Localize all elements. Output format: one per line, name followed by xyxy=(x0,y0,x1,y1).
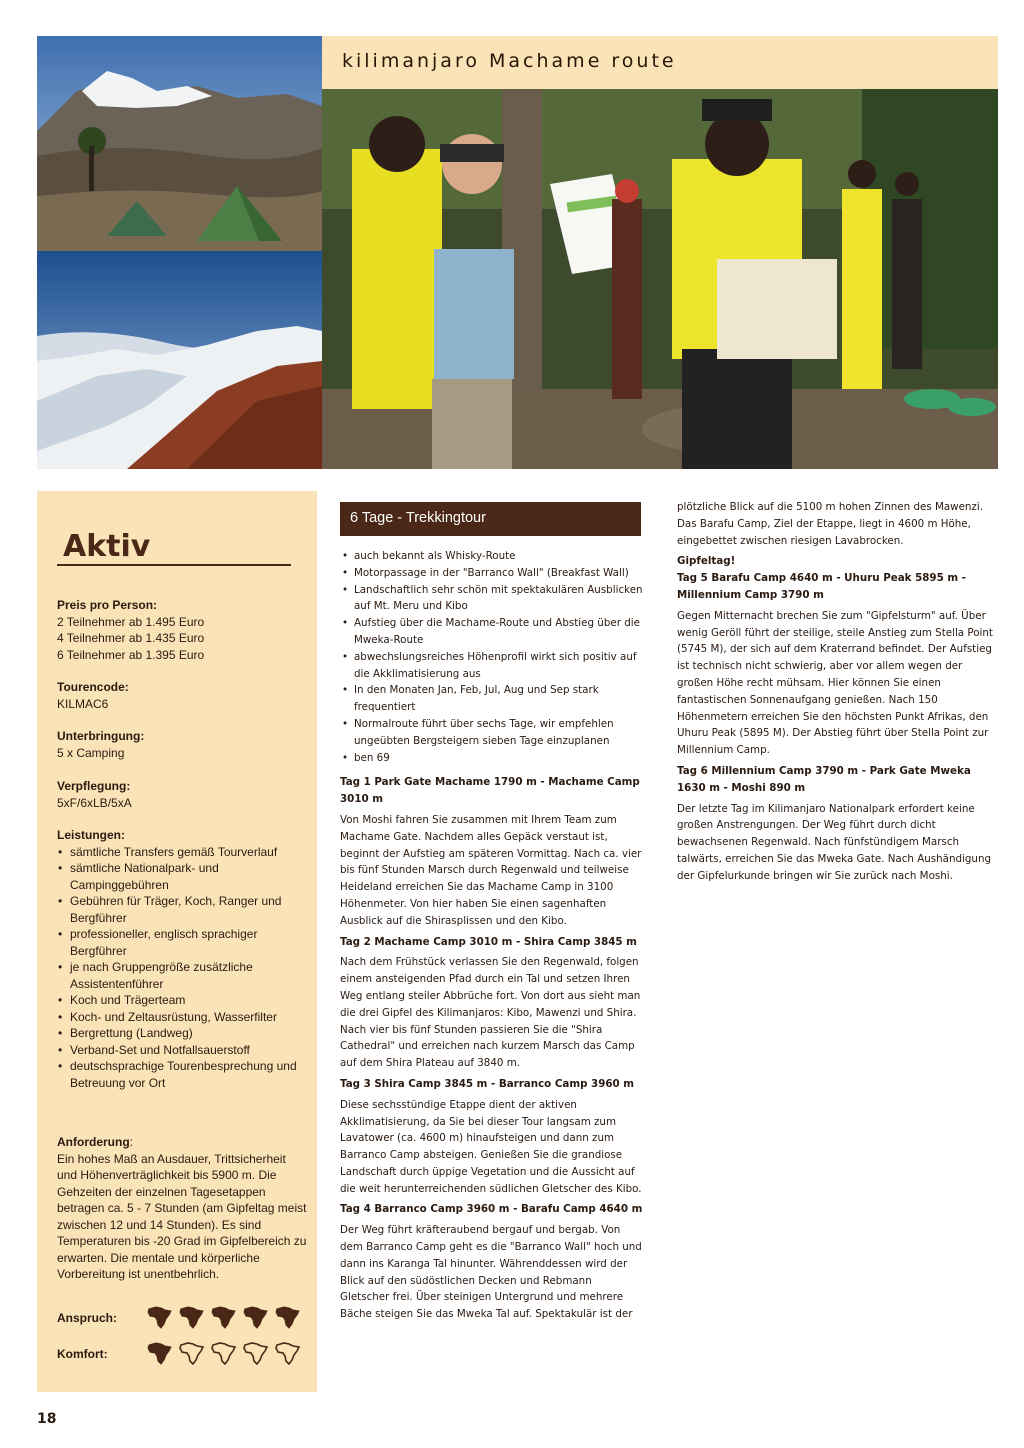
accommodation-block xyxy=(57,728,307,761)
page-title: kilimanjaro Machame route xyxy=(342,50,677,72)
day-title: Tag 2 Machame Camp 3010 m - Shira Camp 3845 m xyxy=(340,935,637,948)
itinerary-column-2 xyxy=(677,499,995,889)
list-item: • Koch und Trägerteam xyxy=(70,992,307,1009)
day-text: Von Moshi fahren Sie zusammen mit Ihrem Team zum Machame Gate. Nachdem alles Gepäck verstaut ist, beginnt der Aufstieg am späteren Vormittag. Nach ca. vier bis fünf Stunden Marsch durch Regenwald und teilweise Heideland erreichen Sie das Machame Camp in 3100 Höhenmeter. Von hier haben Sie einen sagenhaften Ausblick auf die Shirasplissen und den Kibo. xyxy=(340,813,642,927)
heading-divider xyxy=(57,564,291,566)
list-item: • Bergrettung (Landweg) xyxy=(70,1025,307,1042)
list-item: • Motorpassage in der "Barranco Wall" (Breakfast Wall) xyxy=(354,565,643,582)
africa-outline-icon xyxy=(275,1341,301,1365)
list-item: • Gebühren für Träger, Koch, Ranger und Bergführer xyxy=(70,893,307,926)
africa-filled-icon xyxy=(147,1305,173,1329)
glacier-photo xyxy=(37,251,322,469)
list-item: • Aufstieg über die Machame-Route und Abstieg über die Mweka-Route xyxy=(354,615,643,649)
africa-filled-icon xyxy=(147,1341,173,1365)
meals-block xyxy=(57,778,307,811)
tourcode-value: KILMAC6 xyxy=(57,696,109,711)
day-title: Tag 5 Barafu Camp 4640 m - Uhuru Peak 5895 m - Millennium Camp 3790 m xyxy=(677,572,966,601)
day-text: Der Weg führt kräfteraubend bergauf und bergab. Von dem Barranco Camp geht es die "Barranco Wall" hoch und dann ins Karanga Tal hinunter. Währenddessen wird der Blick auf den südöstlichen Decken und Rebmann Gletscher frei. Über steinigen Untergrund und mehrere Bäche steigen Sie das Mweka Tal auf. Spektakulär ist der xyxy=(340,1224,642,1321)
tour-type-title: 6 Tage - Trekkingtour xyxy=(350,510,486,526)
tour-info-sidebar xyxy=(37,491,317,1392)
list-item: • deutschsprachige Tourenbesprechung und Betreuung vor Ort xyxy=(70,1058,307,1091)
day-text: Der letzte Tag im Kilimanjaro Nationalpark erfordert keine großen Anstrengungen. Der Weg führt durch dicht bewachsenen Regenwald. Nach fünfstündigem Marsch talwärts, erreichen Sie das Mweka Gate. Nach Aushändigung der Gipfelurkunde bringen wir Sie zurück nach Moshi. xyxy=(677,802,992,882)
accommodation-label: Unterbringung: xyxy=(57,729,145,743)
day-prefix: Gipfeltag! xyxy=(677,555,736,568)
services-list xyxy=(57,844,307,1092)
komfort-rating xyxy=(147,1341,301,1365)
day-text: plötzliche Blick auf die 5100 m hohen Zinnen des Mawenzi. Das Barafu Camp, Ziel der Etappe, liegt in 4600 m Höhe, eingebettet zwischen riesigen Lavabrocken. xyxy=(677,501,983,547)
page-title-bar xyxy=(322,36,998,89)
list-item: • professioneller, englisch sprachiger Bergführer xyxy=(70,926,307,959)
price-label: Preis pro Person: xyxy=(57,598,158,612)
list-item: • Koch- und Zeltausrüstung, Wasserfilter xyxy=(70,1009,307,1026)
list-item: • In den Monaten Jan, Feb, Jul, Aug und Sep stark frequentiert xyxy=(354,682,643,716)
list-item: • Landschaftlich sehr schön mit spektakulären Ausblicken auf Mt. Meru und Kibo xyxy=(354,582,643,616)
day-title: Tag 6 Millennium Camp 3790 m - Park Gate Mweka 1630 m - Moshi 890 m xyxy=(677,764,971,794)
day-title: Tag 4 Barranco Camp 3960 m - Barafu Camp 4640 m xyxy=(340,1203,643,1216)
list-item: • je nach Gruppengröße zusätzliche Assistentenführer xyxy=(70,959,307,992)
tourcode-label: Tourencode: xyxy=(57,680,129,694)
list-item: • Verband-Set und Notfallsauerstoff xyxy=(70,1042,307,1059)
komfort-label: Komfort: xyxy=(57,1347,108,1361)
list-item: • abwechslungsreiches Höhenprofil wirkt sich positiv auf die Akklimatisierung aus xyxy=(354,649,643,683)
highlights-list xyxy=(340,548,643,766)
tour-type-header xyxy=(340,502,641,536)
africa-filled-icon xyxy=(179,1305,205,1329)
africa-outline-icon xyxy=(211,1341,237,1365)
anspruch-label: Anspruch: xyxy=(57,1311,117,1325)
price-line: 2 Teilnehmer ab 1.495 Euro xyxy=(57,614,205,629)
requirements-label: Anforderung xyxy=(57,1135,130,1149)
africa-filled-icon xyxy=(211,1305,237,1329)
list-item: • Normalroute führt über sechs Tage, wir empfehlen ungeübten Bergsteigern sieben Tage einzuplanen xyxy=(354,716,643,750)
africa-filled-icon xyxy=(243,1305,269,1329)
tourcode-block xyxy=(57,679,307,712)
services-block xyxy=(57,827,307,1091)
day-title: Tag 3 Shira Camp 3845 m - Barranco Camp 3960 m xyxy=(340,1077,634,1090)
sidebar-heading: Aktiv xyxy=(63,529,151,564)
team-certificate-photo xyxy=(322,89,998,469)
page-number: 18 xyxy=(37,1411,57,1427)
meals-label: Verpflegung: xyxy=(57,779,131,793)
price-line: 4 Teilnehmer ab 1.435 Euro xyxy=(57,631,205,645)
price-block xyxy=(57,597,307,663)
africa-outline-icon xyxy=(243,1341,269,1365)
meals-value: 5xF/6xLB/5xA xyxy=(57,795,132,810)
camp-tents-mountain-photo xyxy=(37,36,322,251)
services-label: Leistungen: xyxy=(57,828,125,842)
africa-filled-icon xyxy=(275,1305,301,1329)
list-item: • ben 69 xyxy=(354,750,643,767)
day-text: Diese sechsstündige Etappe dient der aktiven Akklimatisierung, da Sie bei dieser Tour langsam zum Lavatower (ca. 4600 m) hinaufsteigen und dann zum Barranco Camp absteigen. Genießen Sie die grandiose Landschaft durch üppige Vegetation und die Aussicht auf die weit herunterreichenden südlichen Gletscher des Kibo. xyxy=(340,1098,642,1195)
day-text: Gegen Mitternacht brechen Sie zum "Gipfelsturm" auf. Über wenig Geröll führt der steilige, steile Anstieg zum Stella Point (5745 M), der sich auf dem Kraterrand befindet. Der Aufstieg ist technisch nicht schwierig, aber vor allem wegen der großen Höhe recht mühsam. Hier können Sie einen fantastischen Sonnenaufgang genießen. Nach 150 Höhenmetern erreichen Sie den höchsten Punkt Afrikas, den Uhuru Peak (5895 M). Der Abstieg führt über Stella Point zur Millennium Camp. xyxy=(677,609,993,757)
day-title: Tag 1 Park Gate Machame 1790 m - Machame Camp 3010 m xyxy=(340,776,640,806)
day-text: Nach dem Frühstück verlassen Sie den Regenwald, folgen einem ansteigenden Pfad durch ein Tal und setzen Ihren Weg entlang steiler Abbrüche fort. Von dort aus sieht man die drei Gipfel des Kilimanjaros: Kibo, Mawenzi und Shira. Nach vier bis fünf Stunden passieren Sie die "Shira Cathedral" und erreichen nach kurzem Marsch das Camp auf dem Shira Plateau auf 3840 m. xyxy=(340,956,641,1070)
anspruch-rating xyxy=(147,1305,301,1329)
list-item: • sämtliche Nationalpark- und Campinggebühren xyxy=(70,860,307,893)
price-line: 6 Teilnehmer ab 1.395 Euro xyxy=(57,647,205,662)
africa-outline-icon xyxy=(179,1341,205,1365)
itinerary-column-1 xyxy=(340,548,643,1327)
accommodation-value: 5 x Camping xyxy=(57,745,125,760)
requirements-block: Anforderung: Ein hohes Maß an Ausdauer, Trittsicherheit und Höhenverträglichkeit bis 5900 m. Die Gehzeiten der einzelnen Tagesetappen betragen ca. 5 - 7 Stunden (am Gipfeltag meist zwischen 12 und 14 Stunden). Es sind Temperaturen bis -20 Grad im Gipfelbereich zu erwarten. Die mentale und körperliche Vorbereitung ist unentbehrlich. xyxy=(57,1135,307,1281)
list-item: • sämtliche Transfers gemäß Tourverlauf xyxy=(70,844,307,861)
list-item: • auch bekannt als Whisky-Route xyxy=(354,548,643,565)
requirements-text: Ein hohes Maß an Ausdauer, Trittsicherheit und Höhenverträglichkeit bis 5900 m. Die Gehzeiten der einzelnen Tagesetappen betragen ca. 5 - 7 Stunden (am Gipfeltag meist zwischen 12 und 14 Stunden). Es sind Temperaturen bis -20 Grad im Gipfelbereich zu erwarten. Die mentale und körperliche Vorbereitung ist unentbehrlich. xyxy=(57,1151,307,1281)
